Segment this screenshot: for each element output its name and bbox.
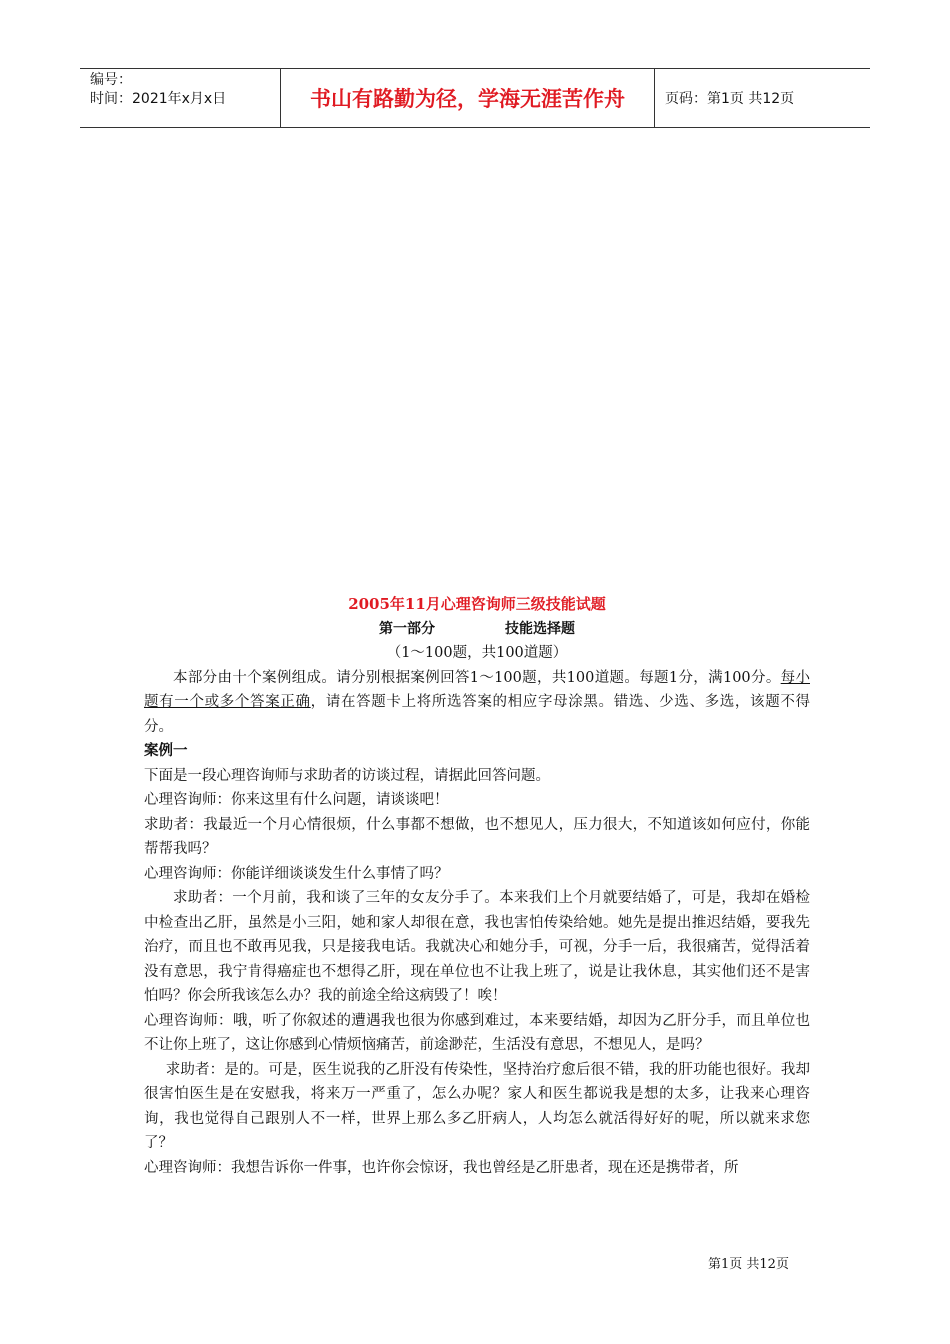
- paragraph: 求助者：是的。可是，医生说我的乙肝没有传染性，坚持治疗愈后很不错，我的肝功能也很好。我却很害怕医生是在安慰我，将来万一严重了，怎么办呢？家人和医生都说我是想的太多，让我来心理咨询，我也觉得自己跟别人不一样，世界上那么多乙肝病人，人均怎么就活得好好的呢，所以就来求您了？: [144, 1061, 810, 1151]
- page-footer: 第1页 共12页: [708, 1257, 789, 1272]
- header-page-code: 页码：第1页 共12页: [665, 91, 795, 107]
- question-range: （1～100题，共100道题）: [386, 645, 568, 661]
- header-meta: [80, 69, 281, 127]
- intro-paragraph: [144, 666, 810, 740]
- part-heading: [144, 617, 810, 642]
- number-label: 编号：: [90, 72, 132, 88]
- paragraph: 下面是一段心理咨询师与求助者的访谈过程，请据此回答问题。: [144, 767, 550, 784]
- part-label: 第一部分: [379, 620, 435, 637]
- paragraph: 求助者：我最近一个月心情很烦，什么事都不想做，也不想见人，压力很大，不知道该如何应付，你能帮帮我吗？: [144, 816, 810, 857]
- paragraph: 心理咨询师：你来这里有什么问题，请谈谈吧！: [144, 792, 449, 808]
- document-body: [144, 592, 810, 1180]
- intro-text-b: ，请在答题卡上将所选答案的相应字母涂黑。错选、少选、多选，该题不得分。: [144, 694, 811, 735]
- part-name: 技能选择题: [505, 620, 575, 637]
- paragraph: 心理咨询师：哦，听了你叙述的遭遇我也很为你感到难过，本来要结婚，却因为乙肝分手，而且单位也不让你上班了，这让你感到心情烦恼痛苦，前途渺茫，生活没有意思，不想见人，是吗？: [144, 1012, 810, 1053]
- header-motto: 书山有路勤为径，学海无涯苦作舟: [281, 69, 655, 127]
- paragraph: 心理咨询师：我想告诉你一件事，也许你会惊讶，我也曾经是乙肝患者，现在还是携带者，所: [144, 1159, 739, 1176]
- page-header: [80, 68, 870, 128]
- intro-text-a: 本部分由十个案例组成。请分别根据案例回答1～100题，共100道题。每题1分，满100分。: [173, 669, 781, 686]
- paragraph: 心理咨询师：你能详细谈谈发生什么事情了吗？: [144, 865, 449, 882]
- document-title: 2005年11月心理咨询师三级技能试题: [348, 595, 606, 613]
- case-heading: 案例一: [144, 743, 188, 759]
- time-label: 时间：2021年x月x日: [90, 91, 227, 107]
- paragraph: 求助者：一个月前，我和谈了三年的女友分手了。本来我们上个月就要结婚了，可是，我却在婚检中检查出乙肝，虽然是小三阳，她和家人却很在意，我也害怕传染给她。她先是提出推迟结婚，要我先治疗，而且也不敢再见我，只是接我电话。我就决心和她分手，可视，分手一后，我很痛苦，觉得活着没有意思，我宁肯得癌症也不想得乙肝，现在单位也不让我上班了，说是让我休息，其实他们还不是害怕吗？你会所我该怎么办？我的前途全给这病毁了！唉！: [144, 890, 810, 1004]
- intro-underlined: 每小题有一个或多个答案正确: [144, 669, 810, 710]
